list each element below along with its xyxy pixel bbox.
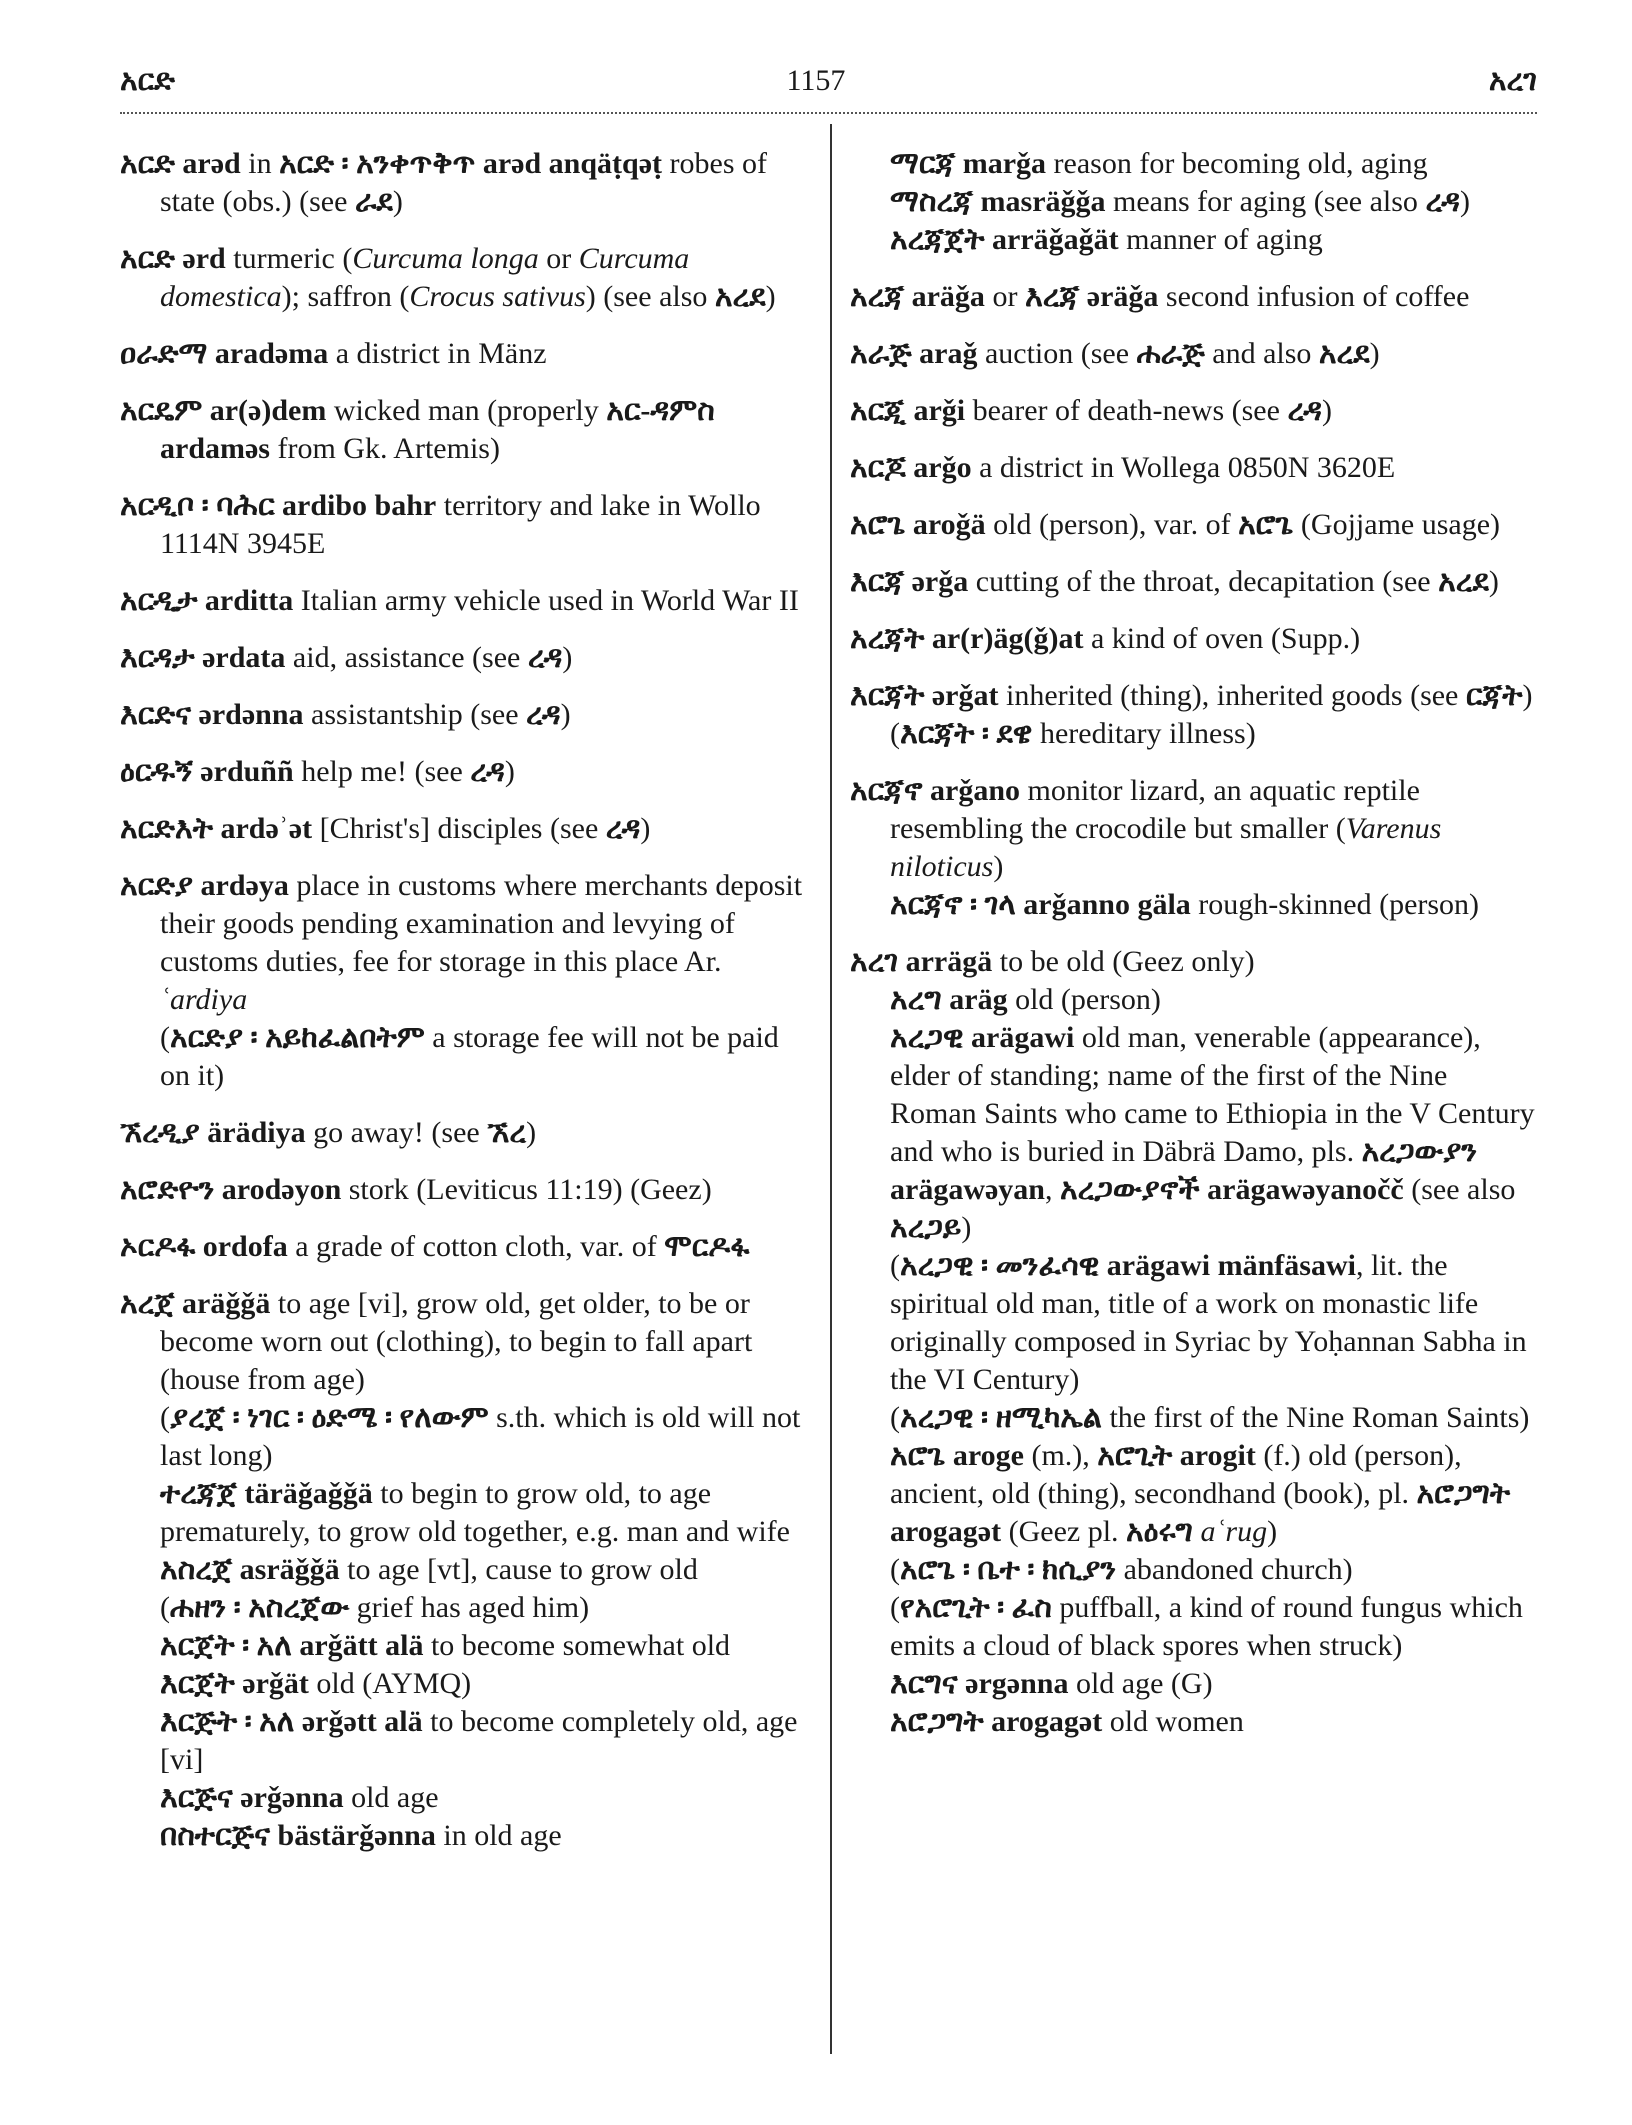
running-head-right: አረገ — [1488, 64, 1537, 97]
sub-entry: አረጋዊ arägawi old man, venerable (appearance), elder of standing; name of the first of the Nine Roman Saints who came to Ethiopia in the V Century and who is buried in Däbrä Damo, pls. አረጋውያን arägawəyan, አረጋውያኖች arägawəyanočč (see also አረጋይ) (አረጋዊ ፡ መንፈሳዊ arägawi mänfäsawi, lit. the spiritual old man, title of a work on monastic life originally composed in Syriac by Yoḥannan Sabha in the VI Century) (አረጋዊ ፡ ዘሚካኤል the first of the Nine Roman Saints) — [890, 1021, 1535, 1434]
sub-entry: እርጀት ərǧät old (AYMQ) — [160, 1667, 472, 1700]
sub-entry: ማርጃ marǧa reason for becoming old, aging — [890, 147, 1428, 180]
dictionary-entry: ኧረዲያ ärädiya go away! (see ኧረ) — [120, 1116, 537, 1149]
dictionary-entry: አርድ arəd in አርድ ፡ አንቀጥቅጥ arəd anqäṭqəṭ robes of state (obs.) (see ራደ) — [120, 147, 768, 218]
dictionary-entry: አርዲታ arditta Italian army vehicle used in World War II — [120, 584, 799, 617]
dictionary-entry: እርዳታ ərdata aid, assistance (see ረዳ) — [120, 641, 573, 674]
dictionary-entry: እርጃት ərǧat inherited (thing), inherited goods (see ርጃት) (እርጃት ፡ ደዌ hereditary illness) — [850, 679, 1533, 750]
sub-entry: ተረጃጀ täräǧaǧǧä to begin to grow old, to age prematurely, to grow old together, e.g. man and wife — [160, 1477, 790, 1548]
dictionary-entry: አረጃት ar(r)äg(ǧ)at a kind of oven (Supp.) — [850, 622, 1361, 655]
dictionary-entry: አሮድዮን arodəyon stork (Leviticus 11:19) (Geez) — [120, 1173, 712, 1206]
sub-entry: አሮጋግት arogagət old women — [890, 1705, 1244, 1738]
dictionary-entry: ኦርዶፋ ordofa a grade of cotton cloth, var. of ሞርዶፋ — [120, 1230, 750, 1263]
dictionary-entry: አረጃ aräǧa or እረጃ əräǧa second infusion of coffee — [850, 280, 1470, 313]
dictionary-entry: አርድእት ardəʾət [Christ's] disciples (see ረዳ) — [120, 812, 651, 845]
dictionary-entry: ዐራድማ aradəma a district in Mänz — [120, 337, 547, 370]
dictionary-entry: አርዴም ar(ə)dem wicked man (properly አር-ዳምስ ardaməs from Gk. Artemis) — [120, 394, 715, 465]
sub-entry: እርግና ərgənna old age (G) — [890, 1667, 1213, 1700]
left-column — [120, 145, 810, 1855]
dictionary-entry: አርዲቦ ፡ ባሕር ardibo bahr territory and lake in Wollo 1114N 3945E — [120, 489, 761, 560]
sub-entry: አረጃጀት arräǧaǧät manner of aging — [890, 223, 1323, 256]
header-rule — [120, 112, 1537, 114]
dictionary-entry: አረጀ aräǧǧä to age [vi], grow old, get older, to be or become worn out (clothing), to begin to fall apart (house from age) (ያረጀ ፡ ነገር ፡ ዕድሜ ፡ የለውም s.th. which is old will not last long) — [120, 1287, 801, 1472]
dictionary-entry: አርጂ arǧi bearer of death-news (see ረዳ) — [850, 394, 1332, 427]
right-column — [850, 145, 1535, 1741]
sub-entry: አረግ aräg old (person) — [890, 983, 1161, 1016]
sub-entry: እርጅት ፡ አለ ərǧətt alä to become completely old, age [vi] — [160, 1705, 798, 1776]
dictionary-entry: እርድና ərdənna assistantship (see ረዳ) — [120, 698, 571, 731]
dictionary-entry: አርድ ərd turmeric (Curcuma longa or Curcuma domestica); saffron (Crocus sativus) (see also አረደ) — [120, 242, 776, 313]
page-number: 1157 — [786, 64, 846, 97]
dictionary-entry: አርጆ arǧo a district in Wollega 0850N 3620E — [850, 451, 1396, 484]
sub-entry: አርጃኖ ፡ ገላ arǧanno gäla rough-skinned (person) — [890, 888, 1480, 921]
sub-entry: እርጅና ərǧənna old age — [160, 1781, 439, 1814]
sub-entry: አርጀት ፡ አለ arǧätt alä to become somewhat old — [160, 1629, 731, 1662]
sub-entry: ማስረጃ masräǧǧa means for aging (see also ረዳ) — [890, 185, 1470, 218]
dictionary-entry: አራጅ araǧ auction (see ሐራጅ and also አረደ) — [850, 337, 1380, 370]
dictionary-entry: አርድያ ardəya place in customs where merchants deposit their goods pending examination and levying of customs duties, fee for storage in this place Ar. ʿardiya (አርድያ ፡ አይከፈልበትም a storage fee will not be paid on it) — [120, 869, 803, 1092]
column-divider — [830, 124, 832, 2054]
dictionary-entry: እርጃ ərǧa cutting of the throat, decapitation (see አረደ) — [850, 565, 1499, 598]
dictionary-entry: አርጃኖ arǧano monitor lizard, an aquatic reptile resembling the crocodile but smaller (Varenus niloticus) — [850, 774, 1442, 883]
dictionary-entry: አረገ arrägä to be old (Geez only) — [850, 945, 1255, 978]
dictionary-entry: አሮጌ aroǧä old (person), var. of አሮጌ (Gojjame usage) — [850, 508, 1501, 541]
sub-entry: አስረጀ asräǧǧä to age [vt], cause to grow old (ሐዘን ፡ አስረጀው grief has aged him) — [160, 1553, 698, 1624]
running-head-left: አርድ — [120, 64, 175, 97]
sub-entry: አሮጌ aroge (m.), አሮጊት arogit (f.) old (person), ancient, old (thing), secondhand (book), pl. አሮጋግት arogagət (Geez pl. አዕሩግ aʿrug) (አሮጌ ፡ ቤተ ፡ ክሲያን abandoned church) (የአሮጊት ፡ ፈስ puffball, a kind of round fungus which emits a cloud of black spores when struck) — [890, 1439, 1523, 1662]
dictionary-entry: ዕርዱኝ ərduññ help me! (see ረዳ) — [120, 755, 515, 788]
sub-entry: በስተርጅና bästärǧənna in old age — [160, 1819, 562, 1852]
